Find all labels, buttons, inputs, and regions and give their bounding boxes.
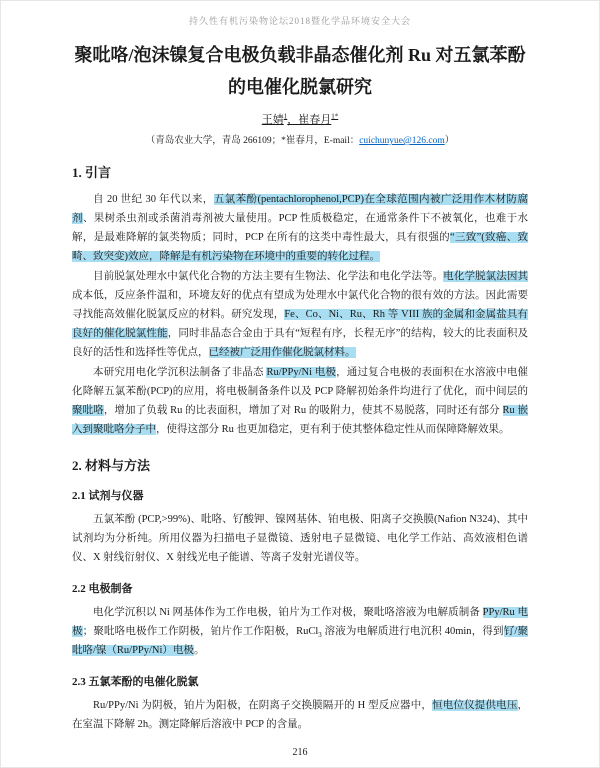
text-segment: ，通过复合电极的表面积在水溶液中电催化降解五氯苯酚(PCP)的应用，将电极制备条件以及 PCP 降解初始条件均进行了优化，而中间层的 <box>72 367 528 397</box>
text-segment: 自 20 世纪 30 年代以来， <box>93 194 214 205</box>
highlighted-text: 聚吡咯 <box>72 405 104 416</box>
text-segment: ，在室温下降解 2h。测定降解后溶液中 PCP 的含量。 <box>72 700 529 730</box>
reagents-paragraph <box>72 510 528 567</box>
text-segment: ；聚吡咯电极作工作阴极，铂片作工作阳极，RuCl <box>82 626 319 637</box>
highlighted-text: Fe、Co、Ni、Ru、Rh 等 VIII 族的金属和金属盐具有良好的催化脱氯性能 <box>72 309 528 339</box>
highlighted-text: 五氯苯酚(pentachlorophenol,PCP)在全球范围内被广泛用作木材防腐剂 <box>72 194 528 224</box>
author-name-1: 王婧 <box>261 114 284 126</box>
section-heading-introduction: 1. 引言 <box>72 165 112 180</box>
dechlorination-paragraph <box>72 696 528 734</box>
text-segment: 目前脱氯处理水中氯代化合物的方法主要有生物法、化学法和电化学法等。 <box>93 271 444 282</box>
intro-paragraph-3 <box>72 363 528 439</box>
text-segment: 。 <box>193 645 205 656</box>
highlighted-text: Ru/PPy/Ni 电极 <box>266 367 337 378</box>
intro-paragraph-2 <box>72 267 528 362</box>
subsection-heading-reagents-instruments: 2.1 试剂与仪器 <box>72 490 144 502</box>
authors-line <box>72 111 528 127</box>
text-segment: 1* <box>331 112 339 121</box>
text-segment: ，使得这部分 Ru 也更加稳定，更有利于使其整体稳定性从而保障降解效果。 <box>156 424 510 435</box>
highlighted-text: “三致”(致癌、致畸、致突变)效应，降解是有机污染物在环境中的重要的转化过程。 <box>72 232 528 262</box>
conference-header: 持久性有机污染物论坛2018暨化学品环境安全大会 <box>188 16 411 26</box>
highlighted-text: 已经被广泛用作催化脱氯材料。 <box>208 347 356 358</box>
highlighted-text: PPy/Ru 电极 <box>72 607 528 637</box>
text-segment: 成本低，反应条件温和，环境友好的优点有望成为处理水中氯代化合物的很有效的方法。因此需要寻找能高效催化脱氯反应的材料。研究发现， <box>72 290 528 320</box>
email-link[interactable]: cuichunyue@126.com <box>359 136 445 146</box>
text-segment: 本研究用电化学沉积法制备了非晶态 <box>93 367 267 378</box>
text-segment: 3 <box>318 631 322 640</box>
paper-title: 聚吡咯/泡沫镍复合电极负载非晶态催化剂 Ru 对五氯苯酚的电催化脱氯研究 <box>74 45 526 97</box>
text-segment: ） <box>444 136 455 146</box>
text-segment: ，增加了负载 Ru 的比表面积，增加了对 Ru 的吸附力，使其不易脱落，同时还有部分 <box>103 405 503 416</box>
text-segment: ，同时非晶态合金由于具有“短程有序，长程无序”的结构，较大的比表面积及良好的活性和选择性等优点， <box>72 328 528 358</box>
text-segment: Ru/PPy/Ni 为阴极，铂片为阳极，在阴离子交换膜隔开的 H 型反应器中， <box>93 700 433 711</box>
highlighted-text: Ru 嵌入到聚吡咯分子中 <box>72 405 528 435</box>
highlighted-text: 电化学脱氯法因其 <box>443 271 529 282</box>
author-name-2: ，崔春月 <box>287 114 332 126</box>
subsection-heading-electrode-preparation: 2.2 电极制备 <box>72 583 133 595</box>
electrode-preparation-paragraph <box>72 603 528 660</box>
page-number: 216 <box>292 747 308 758</box>
section-heading-materials-methods: 2. 材料与方法 <box>72 458 151 473</box>
affiliation-line <box>72 132 528 146</box>
text-segment: （青岛农业大学，青岛 266109；*崔春月，E-mail： <box>145 136 360 146</box>
text-segment: 溶液为电解质进行电沉积 40min，得到 <box>321 626 504 637</box>
intro-paragraph-1 <box>72 190 528 266</box>
text-segment: 电化学沉积以 Ni 网基体作为工作电极，铂片为工作对极，聚吡咯溶液为电解质制备 <box>93 607 483 618</box>
highlighted-text: 钌/聚吡咯/镍（Ru/PPy/Ni）电极 <box>72 626 528 656</box>
text-segment: 、果树杀虫剂或杀菌消毒剂被大量使用。PCP 性质极稳定，在通常条件下不被氧化，也难于水解，是最难降解的氯类物质；同时，PCP 在所有的这类中毒性最大，具有很强的 <box>72 213 529 243</box>
highlighted-text: 恒电位仪提供电压 <box>432 700 518 711</box>
subsection-heading-pcp-dechlorination: 2.3 五氯苯酚的电催化脱氯 <box>72 676 199 688</box>
text-segment: 1 <box>283 112 288 121</box>
text-segment: 五氯苯酚 (PCP,>99%)、吡咯、钌酸钾、镍网基体、铂电极、阳离子交换膜(Nafion N324)、其中试剂均为分析纯。所用仪器为扫描电子显微镜、透射电子显微镜、电化学工作站、高效液相色谱仪、X 射线衍射仪、X 射线光电子能谱、等离子发射光谱仪等。 <box>72 514 528 563</box>
